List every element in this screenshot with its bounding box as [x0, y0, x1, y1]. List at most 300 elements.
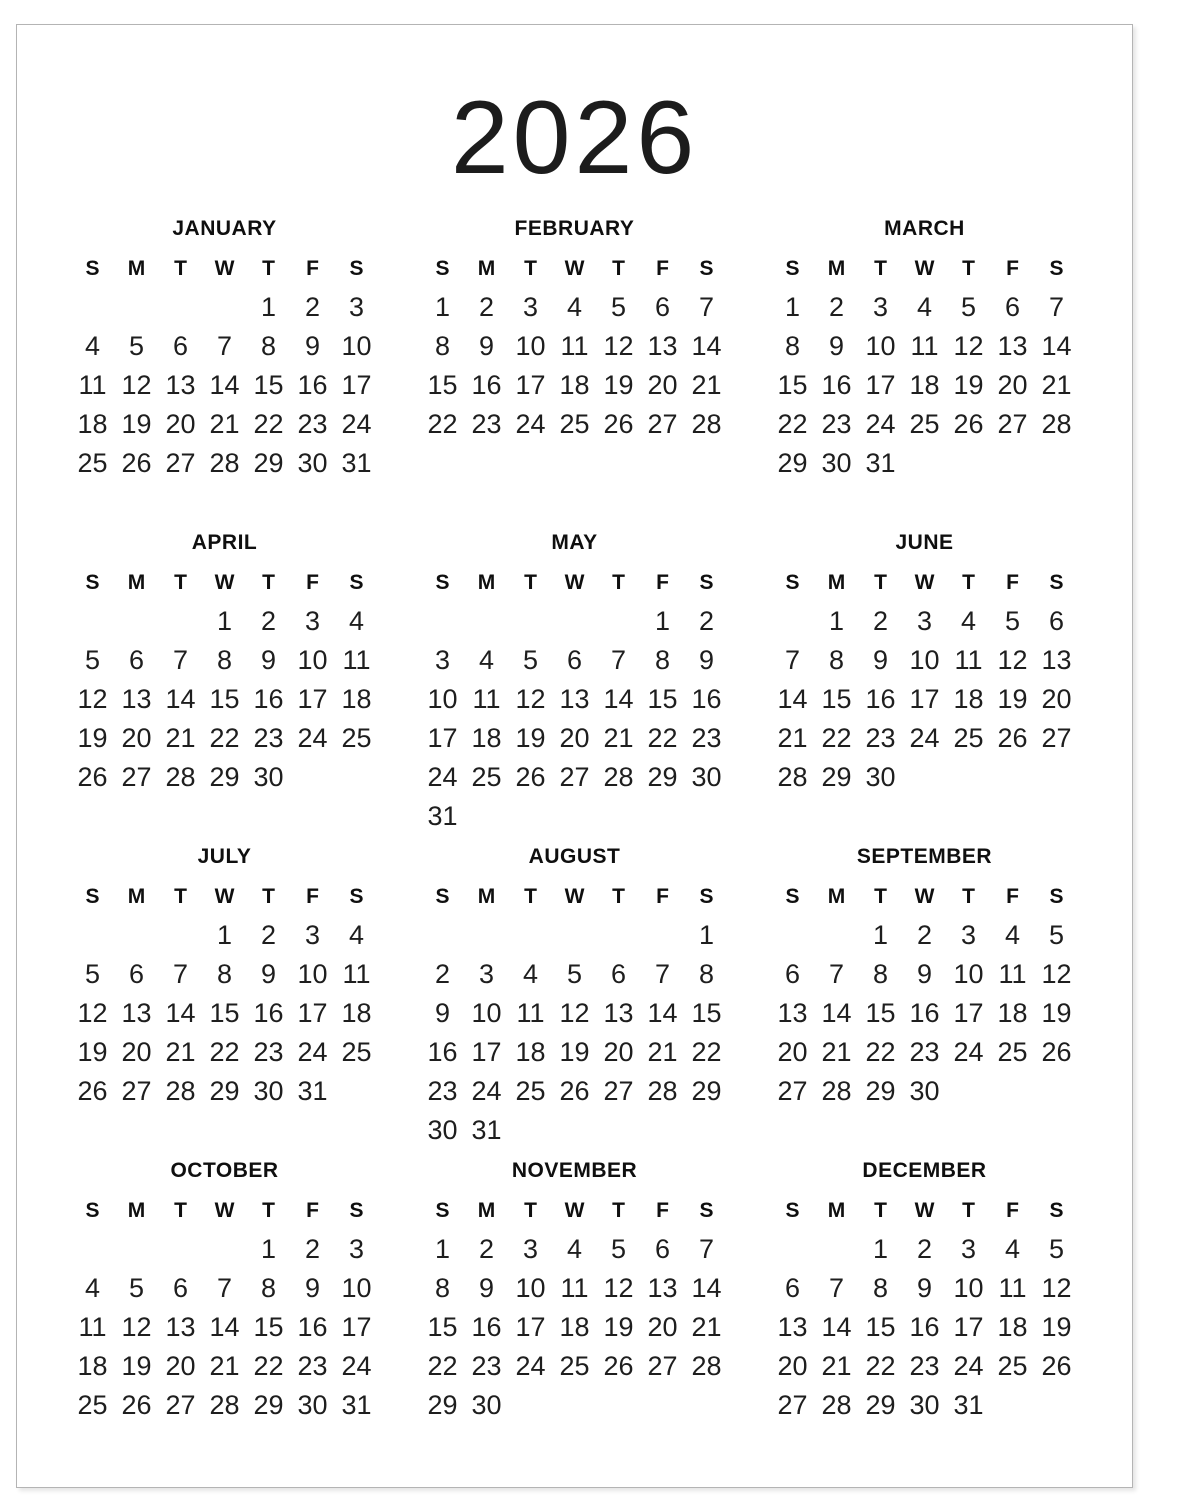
date-cell: 10 [297, 959, 328, 990]
date-cell: 12 [997, 645, 1028, 676]
date-cell: 24 [297, 723, 328, 754]
date-cell: 19 [515, 723, 546, 754]
date-cell: 7 [698, 292, 715, 323]
date-cell: 28 [821, 1390, 852, 1421]
date-cell: 2 [260, 606, 277, 637]
date-cell: 9 [478, 331, 495, 362]
date-cell: 15 [253, 1312, 284, 1343]
date-cell: 26 [121, 448, 152, 479]
month-table [421, 563, 729, 836]
date-cell: 24 [515, 409, 546, 440]
date-cell: 30 [909, 1076, 940, 1107]
date-cell: 24 [953, 1037, 984, 1068]
date-cell: 13 [559, 684, 590, 715]
date-cell: 1 [434, 1234, 451, 1265]
date-cell: 24 [865, 409, 896, 440]
date-cell: 30 [297, 1390, 328, 1421]
date-cell: 29 [647, 762, 678, 793]
date-cell: 6 [128, 645, 145, 676]
date-cell: 23 [821, 409, 852, 440]
date-cell: 19 [121, 1351, 152, 1382]
month-block [771, 215, 1079, 483]
month-name: JULY [197, 845, 252, 869]
date-cell: 5 [128, 331, 145, 362]
month-table [421, 877, 729, 1150]
date-cell: 12 [121, 370, 152, 401]
month-name: DECEMBER [862, 1159, 987, 1183]
date-cell: 3 [304, 606, 321, 637]
date-cell: 1 [784, 292, 801, 323]
day-of-week-header: T [524, 256, 537, 280]
date-cell: 7 [698, 1234, 715, 1265]
date-cell: 23 [297, 1351, 328, 1382]
date-cell: 4 [566, 292, 583, 323]
day-of-week-header: M [827, 570, 846, 594]
day-of-week-header: T [874, 1198, 887, 1222]
date-cell: 11 [472, 684, 501, 715]
date-cell: 10 [427, 684, 458, 715]
day-of-week-header: T [962, 256, 975, 280]
date-cell: 7 [828, 959, 845, 990]
date-cell: 23 [865, 723, 896, 754]
day-of-week-header: W [214, 884, 235, 908]
day-of-week-header: T [174, 570, 187, 594]
day-of-week-header: S [1049, 1198, 1064, 1222]
date-cell: 28 [209, 1390, 240, 1421]
date-cell: 26 [1041, 1037, 1072, 1068]
day-of-week-header: S [85, 884, 100, 908]
date-cell: 14 [821, 998, 852, 1029]
date-cell: 3 [522, 292, 539, 323]
month-table [771, 563, 1079, 797]
date-cell: 25 [515, 1076, 546, 1107]
date-cell: 16 [471, 370, 502, 401]
date-cell: 29 [253, 448, 284, 479]
day-of-week-header: S [785, 570, 800, 594]
date-cell: 12 [603, 1273, 634, 1304]
date-cell: 31 [341, 448, 372, 479]
date-cell: 27 [121, 1076, 152, 1107]
day-of-week-header: T [962, 1198, 975, 1222]
date-cell: 28 [1041, 409, 1072, 440]
date-cell: 7 [172, 959, 189, 990]
date-cell: 3 [304, 920, 321, 951]
date-cell: 23 [427, 1076, 458, 1107]
date-cell: 17 [341, 1312, 372, 1343]
date-cell: 12 [559, 998, 590, 1029]
date-cell: 8 [828, 645, 845, 676]
day-of-week-header: S [699, 570, 714, 594]
date-cell: 31 [341, 1390, 372, 1421]
day-of-week-header: S [1049, 884, 1064, 908]
date-cell: 1 [872, 1234, 889, 1265]
date-cell: 17 [953, 998, 984, 1029]
date-cell: 20 [165, 409, 196, 440]
date-cell: 21 [1041, 370, 1072, 401]
month-block [71, 529, 379, 797]
date-cell: 3 [916, 606, 933, 637]
date-cell: 22 [865, 1037, 896, 1068]
date-cell: 5 [1004, 606, 1021, 637]
date-cell: 19 [603, 1312, 634, 1343]
date-cell: 18 [953, 684, 984, 715]
date-cell: 24 [471, 1076, 502, 1107]
date-cell: 25 [559, 409, 590, 440]
day-of-week-header: F [656, 884, 669, 908]
date-cell: 8 [260, 1273, 277, 1304]
day-of-week-header: S [435, 1198, 450, 1222]
date-cell: 20 [121, 723, 152, 754]
date-cell: 27 [559, 762, 590, 793]
date-cell: 15 [865, 998, 896, 1029]
date-cell: 3 [348, 292, 365, 323]
day-of-week-header: T [962, 884, 975, 908]
date-cell: 14 [691, 1273, 722, 1304]
date-cell: 20 [165, 1351, 196, 1382]
date-cell: 21 [165, 1037, 196, 1068]
date-cell: 28 [821, 1076, 852, 1107]
date-cell: 6 [654, 1234, 671, 1265]
date-cell: 10 [909, 645, 940, 676]
date-cell: 10 [341, 1273, 372, 1304]
day-of-week-header: W [914, 570, 935, 594]
date-cell: 9 [304, 331, 321, 362]
date-cell: 29 [427, 1390, 458, 1421]
calendar-page [16, 24, 1133, 1488]
date-cell: 23 [909, 1351, 940, 1382]
day-of-week-header: T [874, 256, 887, 280]
date-cell: 9 [304, 1273, 321, 1304]
date-cell: 25 [341, 1037, 372, 1068]
date-cell: 10 [471, 998, 502, 1029]
date-cell: 2 [698, 606, 715, 637]
date-cell: 13 [603, 998, 634, 1029]
date-cell: 4 [1004, 920, 1021, 951]
month-block [771, 529, 1079, 797]
date-cell: 31 [471, 1115, 502, 1146]
date-cell: 31 [865, 448, 896, 479]
day-of-week-header: S [1049, 256, 1064, 280]
date-cell: 16 [821, 370, 852, 401]
day-of-week-header: S [435, 256, 450, 280]
date-cell: 5 [84, 959, 101, 990]
date-cell: 13 [1041, 645, 1072, 676]
date-cell: 10 [341, 331, 372, 362]
date-cell: 7 [784, 645, 801, 676]
date-cell: 27 [647, 1351, 678, 1382]
date-cell: 23 [691, 723, 722, 754]
date-cell: 31 [953, 1390, 984, 1421]
date-cell: 11 [516, 998, 545, 1029]
date-cell: 1 [260, 292, 277, 323]
date-cell: 26 [603, 409, 634, 440]
date-cell: 24 [953, 1351, 984, 1382]
date-cell: 9 [916, 959, 933, 990]
date-cell: 29 [209, 1076, 240, 1107]
date-cell: 24 [515, 1351, 546, 1382]
date-cell: 30 [691, 762, 722, 793]
day-of-week-header: S [435, 570, 450, 594]
month-table [771, 1191, 1079, 1425]
date-cell: 20 [603, 1037, 634, 1068]
day-of-week-header: T [174, 1198, 187, 1222]
month-block [421, 529, 729, 836]
day-of-week-header: T [612, 884, 625, 908]
date-cell: 11 [78, 370, 107, 401]
date-cell: 17 [297, 684, 328, 715]
date-cell: 21 [821, 1037, 852, 1068]
date-cell: 1 [828, 606, 845, 637]
day-of-week-header: M [827, 1198, 846, 1222]
date-cell: 22 [865, 1351, 896, 1382]
date-cell: 19 [997, 684, 1028, 715]
date-cell: 5 [960, 292, 977, 323]
month-table [71, 1191, 379, 1425]
date-cell: 25 [997, 1037, 1028, 1068]
day-of-week-header: S [785, 884, 800, 908]
date-cell: 7 [828, 1273, 845, 1304]
date-cell: 21 [209, 1351, 240, 1382]
month-table [71, 563, 379, 797]
date-cell: 19 [603, 370, 634, 401]
date-cell: 20 [121, 1037, 152, 1068]
date-cell: 23 [253, 723, 284, 754]
date-cell: 28 [691, 1351, 722, 1382]
day-of-week-header: M [477, 884, 496, 908]
date-cell: 18 [559, 370, 590, 401]
date-cell: 4 [478, 645, 495, 676]
date-cell: 10 [297, 645, 328, 676]
date-cell: 8 [216, 645, 233, 676]
date-cell: 9 [828, 331, 845, 362]
date-cell: 7 [172, 645, 189, 676]
month-block [771, 843, 1079, 1111]
date-cell: 16 [691, 684, 722, 715]
day-of-week-header: S [699, 256, 714, 280]
date-cell: 28 [691, 409, 722, 440]
date-cell: 12 [121, 1312, 152, 1343]
date-cell: 12 [953, 331, 984, 362]
date-cell: 6 [1048, 606, 1065, 637]
day-of-week-header: M [127, 570, 146, 594]
date-cell: 29 [253, 1390, 284, 1421]
date-cell: 1 [216, 920, 233, 951]
date-cell: 7 [610, 645, 627, 676]
date-cell: 13 [777, 1312, 808, 1343]
date-cell: 8 [654, 645, 671, 676]
date-cell: 4 [84, 1273, 101, 1304]
date-cell: 9 [260, 959, 277, 990]
date-cell: 6 [610, 959, 627, 990]
date-cell: 15 [209, 998, 240, 1029]
date-cell: 2 [478, 292, 495, 323]
date-cell: 12 [1041, 1273, 1072, 1304]
date-cell: 6 [172, 1273, 189, 1304]
day-of-week-header: T [612, 256, 625, 280]
date-cell: 22 [427, 1351, 458, 1382]
date-cell: 4 [522, 959, 539, 990]
date-cell: 23 [297, 409, 328, 440]
date-cell: 18 [909, 370, 940, 401]
date-cell: 2 [304, 1234, 321, 1265]
date-cell: 7 [216, 1273, 233, 1304]
date-cell: 4 [916, 292, 933, 323]
date-cell: 27 [647, 409, 678, 440]
date-cell: 16 [909, 998, 940, 1029]
date-cell: 1 [260, 1234, 277, 1265]
date-cell: 21 [777, 723, 808, 754]
date-cell: 19 [1041, 1312, 1072, 1343]
day-of-week-header: M [477, 570, 496, 594]
day-of-week-header: F [656, 1198, 669, 1222]
date-cell: 26 [77, 762, 108, 793]
date-cell: 30 [471, 1390, 502, 1421]
date-cell: 20 [777, 1037, 808, 1068]
date-cell: 25 [77, 1390, 108, 1421]
date-cell: 9 [916, 1273, 933, 1304]
date-cell: 5 [128, 1273, 145, 1304]
day-of-week-header: S [349, 570, 364, 594]
date-cell: 25 [997, 1351, 1028, 1382]
day-of-week-header: T [524, 1198, 537, 1222]
day-of-week-header: S [349, 1198, 364, 1222]
month-table [771, 877, 1079, 1111]
date-cell: 19 [77, 1037, 108, 1068]
month-block [71, 1157, 379, 1425]
date-cell: 15 [691, 998, 722, 1029]
date-cell: 16 [427, 1037, 458, 1068]
date-cell: 27 [121, 762, 152, 793]
day-of-week-header: M [827, 256, 846, 280]
day-of-week-header: W [564, 884, 585, 908]
date-cell: 17 [471, 1037, 502, 1068]
day-of-week-header: T [612, 570, 625, 594]
date-cell: 8 [872, 959, 889, 990]
date-cell: 11 [342, 645, 371, 676]
date-cell: 22 [209, 723, 240, 754]
day-of-week-header: W [214, 1198, 235, 1222]
date-cell: 5 [1048, 1234, 1065, 1265]
date-cell: 21 [165, 723, 196, 754]
date-cell: 6 [172, 331, 189, 362]
date-cell: 24 [909, 723, 940, 754]
date-cell: 17 [515, 1312, 546, 1343]
date-cell: 4 [960, 606, 977, 637]
date-cell: 4 [348, 920, 365, 951]
day-of-week-header: T [262, 1198, 275, 1222]
date-cell: 20 [647, 1312, 678, 1343]
date-cell: 13 [121, 684, 152, 715]
date-cell: 29 [865, 1076, 896, 1107]
day-of-week-header: W [914, 884, 935, 908]
date-cell: 8 [216, 959, 233, 990]
date-cell: 26 [997, 723, 1028, 754]
date-cell: 10 [953, 959, 984, 990]
date-cell: 20 [559, 723, 590, 754]
day-of-week-header: F [306, 884, 319, 908]
year-title: 2026 [450, 80, 699, 196]
date-cell: 8 [784, 331, 801, 362]
date-cell: 11 [910, 331, 939, 362]
date-cell: 13 [647, 331, 678, 362]
date-cell: 7 [216, 331, 233, 362]
date-cell: 17 [341, 370, 372, 401]
date-cell: 19 [121, 409, 152, 440]
date-cell: 4 [84, 331, 101, 362]
day-of-week-header: T [262, 256, 275, 280]
date-cell: 14 [603, 684, 634, 715]
date-cell: 17 [953, 1312, 984, 1343]
date-cell: 1 [216, 606, 233, 637]
date-cell: 29 [821, 762, 852, 793]
date-cell: 14 [691, 331, 722, 362]
month-table [421, 1191, 729, 1425]
months-grid [17, 215, 1132, 1471]
day-of-week-header: M [477, 256, 496, 280]
day-of-week-header: F [306, 1198, 319, 1222]
date-cell: 30 [865, 762, 896, 793]
day-of-week-header: F [1006, 1198, 1019, 1222]
day-of-week-header: W [214, 256, 235, 280]
date-cell: 10 [515, 1273, 546, 1304]
date-cell: 13 [165, 370, 196, 401]
date-cell: 3 [478, 959, 495, 990]
date-cell: 5 [566, 959, 583, 990]
month-table [771, 249, 1079, 483]
date-cell: 15 [821, 684, 852, 715]
month-name: APRIL [191, 531, 258, 555]
day-of-week-header: T [262, 884, 275, 908]
date-cell: 25 [471, 762, 502, 793]
day-of-week-header: M [127, 1198, 146, 1222]
day-of-week-header: S [349, 256, 364, 280]
date-cell: 1 [654, 606, 671, 637]
date-cell: 25 [909, 409, 940, 440]
date-cell: 17 [297, 998, 328, 1029]
date-cell: 27 [777, 1076, 808, 1107]
day-of-week-header: T [962, 570, 975, 594]
month-table [71, 877, 379, 1111]
date-cell: 9 [698, 645, 715, 676]
date-cell: 28 [603, 762, 634, 793]
date-cell: 19 [953, 370, 984, 401]
date-cell: 29 [777, 448, 808, 479]
date-cell: 27 [165, 448, 196, 479]
date-cell: 8 [260, 331, 277, 362]
date-cell: 7 [1048, 292, 1065, 323]
date-cell: 1 [872, 920, 889, 951]
date-cell: 9 [478, 1273, 495, 1304]
month-name: JANUARY [172, 217, 277, 241]
date-cell: 6 [784, 959, 801, 990]
date-cell: 6 [654, 292, 671, 323]
date-cell: 15 [253, 370, 284, 401]
date-cell: 5 [84, 645, 101, 676]
date-cell: 18 [471, 723, 502, 754]
date-cell: 21 [647, 1037, 678, 1068]
date-cell: 16 [297, 370, 328, 401]
date-cell: 10 [865, 331, 896, 362]
day-of-week-header: M [827, 884, 846, 908]
month-block [421, 215, 729, 444]
date-cell: 25 [77, 448, 108, 479]
day-of-week-header: F [656, 570, 669, 594]
date-cell: 12 [603, 331, 634, 362]
date-cell: 27 [777, 1390, 808, 1421]
date-cell: 18 [997, 1312, 1028, 1343]
date-cell: 8 [434, 1273, 451, 1304]
day-of-week-header: S [349, 884, 364, 908]
